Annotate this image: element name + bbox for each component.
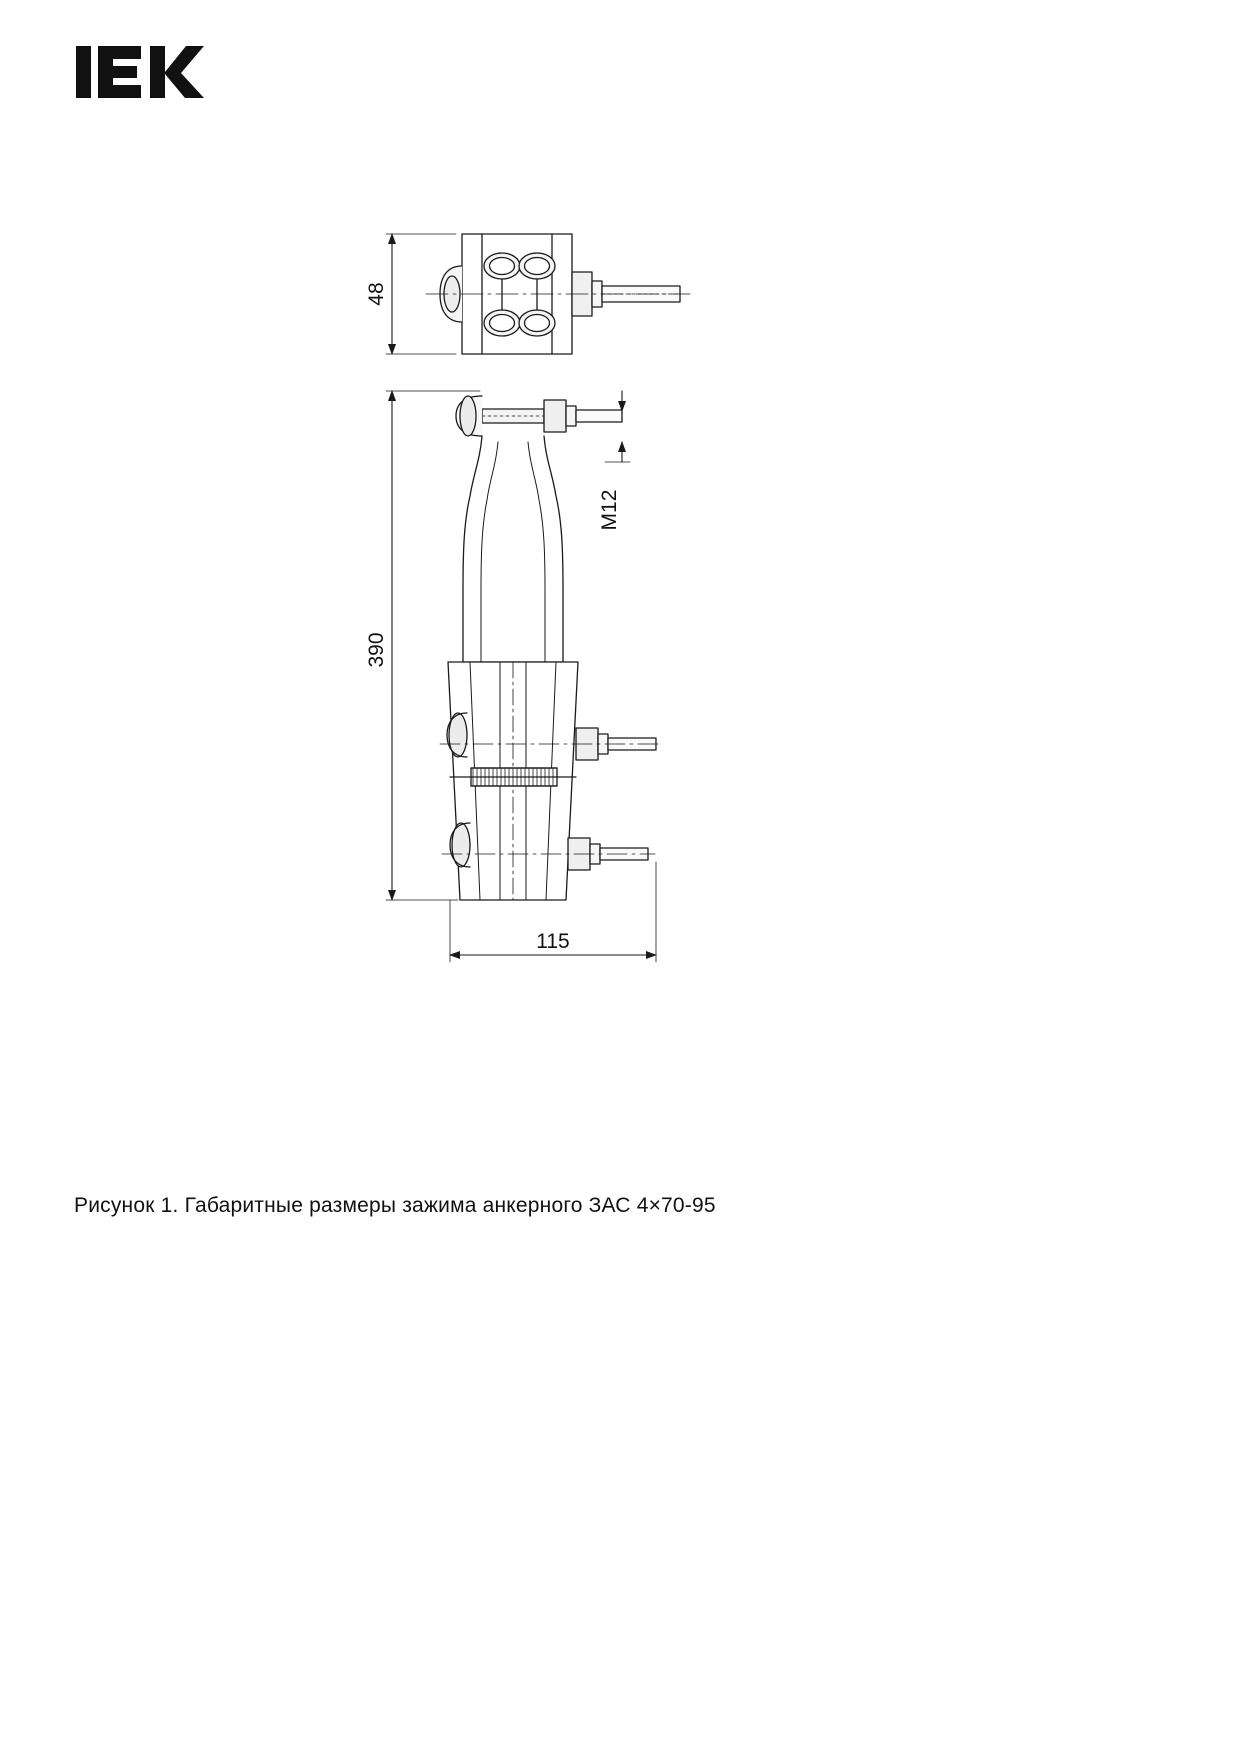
dimension-m12	[605, 391, 630, 462]
iek-logo	[74, 40, 204, 106]
front-view-geometry	[440, 396, 660, 900]
logo-glyphs	[76, 46, 204, 98]
technical-drawing	[330, 210, 890, 1030]
dimension-label-m12: M12	[598, 489, 621, 531]
figure-caption: Рисунок 1. Габаритные размеры зажима анкерного ЗАС 4×70-95	[74, 1194, 716, 1217]
top-view-geometry	[426, 234, 690, 354]
dimension-label-115: 115	[536, 930, 570, 953]
dimension-label-48: 48	[365, 282, 388, 306]
dimension-label-390: 390	[365, 632, 388, 668]
